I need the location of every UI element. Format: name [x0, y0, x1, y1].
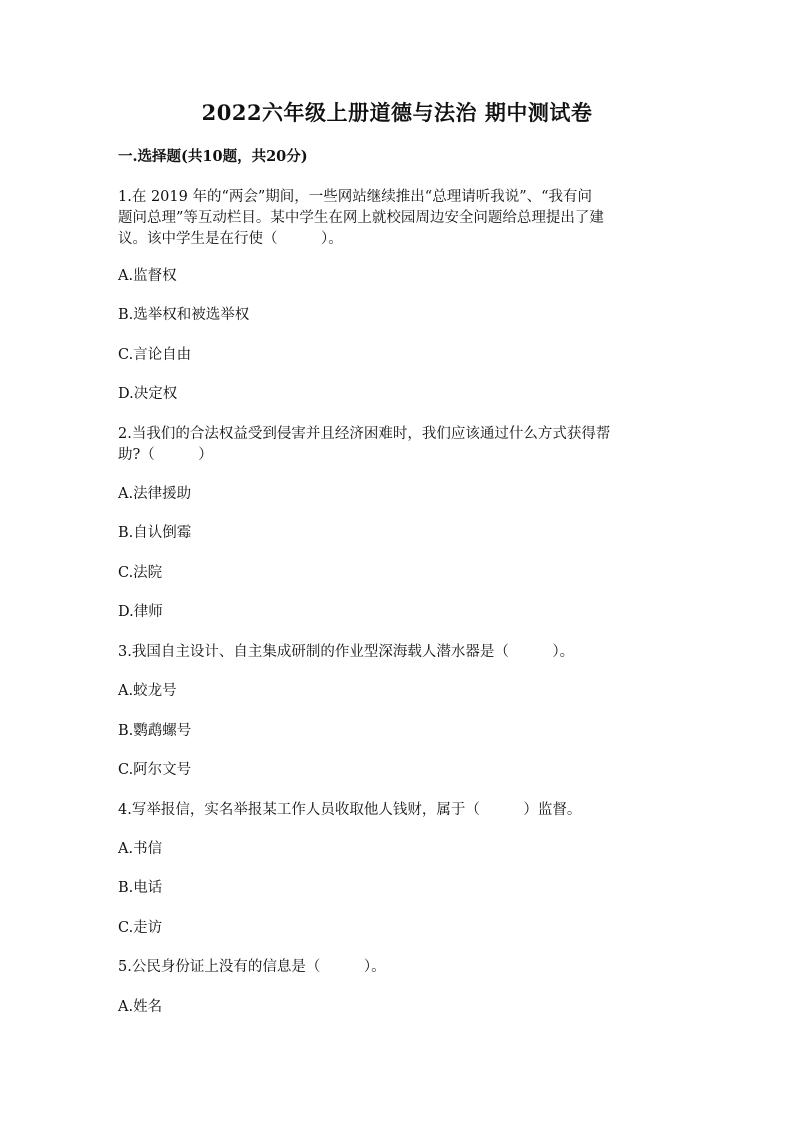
- question-1-stem-line-3: 议。该中学生是在行使（ ）。: [118, 231, 343, 247]
- question-3-option-c: C.阿尔文号: [118, 762, 192, 778]
- question-1-option-d: D.决定权: [118, 386, 178, 402]
- question-4-option-c: C.走访: [118, 920, 163, 936]
- question-5-stem-line-1: 5.公民身份证上没有的信息是（ ）。: [118, 959, 386, 975]
- question-3-option-a: A.蛟龙号: [118, 683, 177, 699]
- question-4-option-a: A.书信: [118, 841, 163, 857]
- question-4-stem-line-1: 4.写举报信，实名举报某工作人员收取他人钱财，属于（ ）监督。: [118, 802, 582, 818]
- question-2-option-c: C.法院: [118, 565, 163, 581]
- question-3-stem-line-1: 3.我国自主设计、自主集成研制的作业型深海载人潜水器是（ ）。: [118, 644, 575, 660]
- question-2-option-a: A.法律援助: [118, 486, 192, 502]
- page-title: 2022六年级上册道德与法治 期中测试卷: [201, 100, 593, 125]
- question-2-option-d: D.律师: [118, 604, 163, 620]
- question-2-stem-line-2: 助?（ ）: [118, 447, 213, 463]
- question-4-option-b: B.电话: [118, 880, 163, 896]
- question-5-option-a: A.姓名: [118, 999, 163, 1015]
- question-1-stem-line-2: 题问总理”等互动栏目。某中学生在网上就校园周边安全问题给总理提出了建: [118, 210, 604, 226]
- question-2-option-b: B.自认倒霉: [118, 525, 192, 541]
- question-3-option-b: B.鹦鹉螺号: [118, 723, 192, 739]
- question-1-option-c: C.言论自由: [118, 347, 192, 363]
- question-2-stem-line-1: 2.当我们的合法权益受到侵害并且经济困难时，我们应该通过什么方式获得帮: [118, 426, 611, 442]
- section-header: 一.选择题(共10题，共20分): [118, 148, 308, 165]
- question-1-stem-line-1: 1.在 2019 年的“两会”期间，一些网站继续推出“总理请听我说”、“我有问: [118, 189, 593, 205]
- question-1-option-a: A.监督权: [118, 268, 177, 284]
- question-1-option-b: B.选举权和被选举权: [118, 307, 250, 323]
